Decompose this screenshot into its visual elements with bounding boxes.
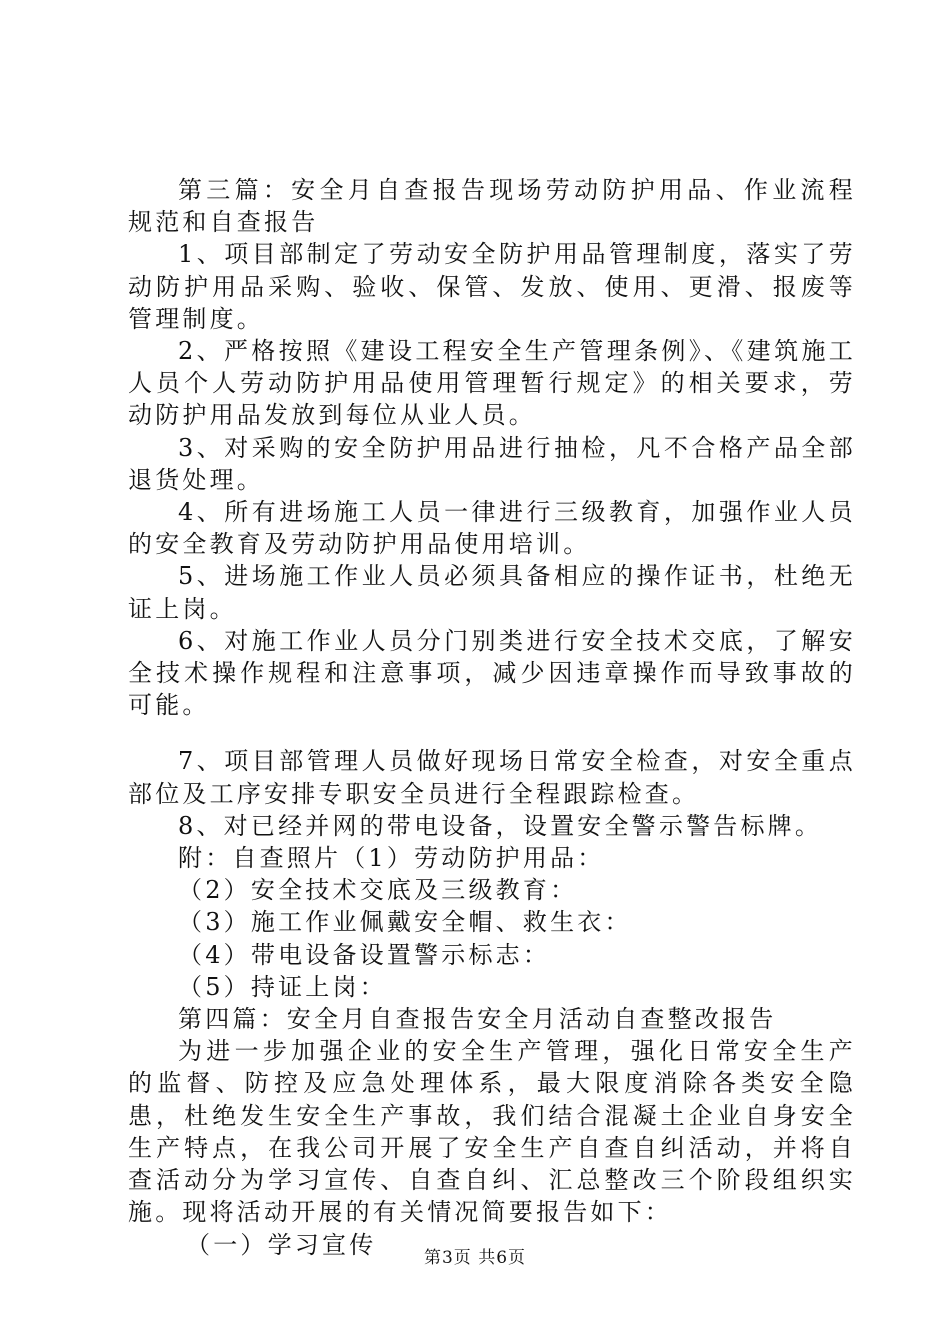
section-title-4: 第四篇：安全月自查报告安全月活动自查整改报告 xyxy=(178,1005,777,1034)
appendix-photo-2: （2）安全技术交底及三级教育： xyxy=(178,876,578,905)
appendix-photos-heading: 附：自查照片（1）劳动防护用品： xyxy=(178,844,605,873)
paragraph-gap xyxy=(128,721,856,745)
appendix-photo-5: （5）持证上岗： xyxy=(178,972,387,1001)
subsection-heading-1: （一）学习宣传 xyxy=(186,1230,377,1259)
paragraph-item-1: 1、项目部制定了劳动安全防护用品管理制度，落实了劳动防护用品采购、验收、保管、发放、使用、更滑、报废等管理制度。 xyxy=(128,240,856,333)
page-number-footer: 第3页 共6页 xyxy=(423,1248,527,1268)
paragraph-item-2: 2、严格按照《建设工程安全生产管理条例》、《建筑施工人员个人劳动防护用品使用管理暂行规定》的相关要求，劳动防护用品发放到每位从业人员。 xyxy=(128,337,856,430)
section-title-3: 第三篇：安全月自查报告现场劳动防护用品、作业流程规范和自查报告 xyxy=(128,176,856,237)
appendix-photo-4: （4）带电设备设置警示标志： xyxy=(178,940,551,969)
appendix-photo-3: （3）施工作业佩戴安全帽、救生衣： xyxy=(178,908,632,937)
paragraph-item-4: 4、所有进场施工人员一律进行三级教育，加强作业人员的安全教育及劳动防护用品使用培训。 xyxy=(128,498,856,559)
paragraph-item-3: 3、对采购的安全防护用品进行抽检，凡不合格产品全部退货处理。 xyxy=(128,433,856,494)
document-body xyxy=(128,174,856,1261)
paragraph-item-6: 6、对施工作业人员分门别类进行安全技术交底，了解安全技术操作规程和注意事项，减少因违章操作而导致事故的可能。 xyxy=(128,626,856,720)
paragraph-intro: 为进一步加强企业的安全生产管理，强化日常安全生产的监督、防控及应急处理体系，最大限度消除各类安全隐患，杜绝发生安全生产事故，我们结合混凝土企业自身安全生产特点，在我公司开展了安全生产自查自纠活动，并将自查活动分为学习宣传、自查自纠、汇总整改三个阶段组织实施。现将活动开展的有关情况简要报告如下： xyxy=(128,1037,856,1227)
paragraph-item-8: 8、对已经并网的带电设备，设置安全警示警告标牌。 xyxy=(178,811,823,840)
paragraph-item-5: 5、进场施工作业人员必须具备相应的操作证书，杜绝无证上岗。 xyxy=(128,562,856,623)
paragraph-item-7: 7、项目部管理人员做好现场日常安全检查，对安全重点部位及工序安排专职安全员进行全程跟踪检查。 xyxy=(128,747,856,808)
